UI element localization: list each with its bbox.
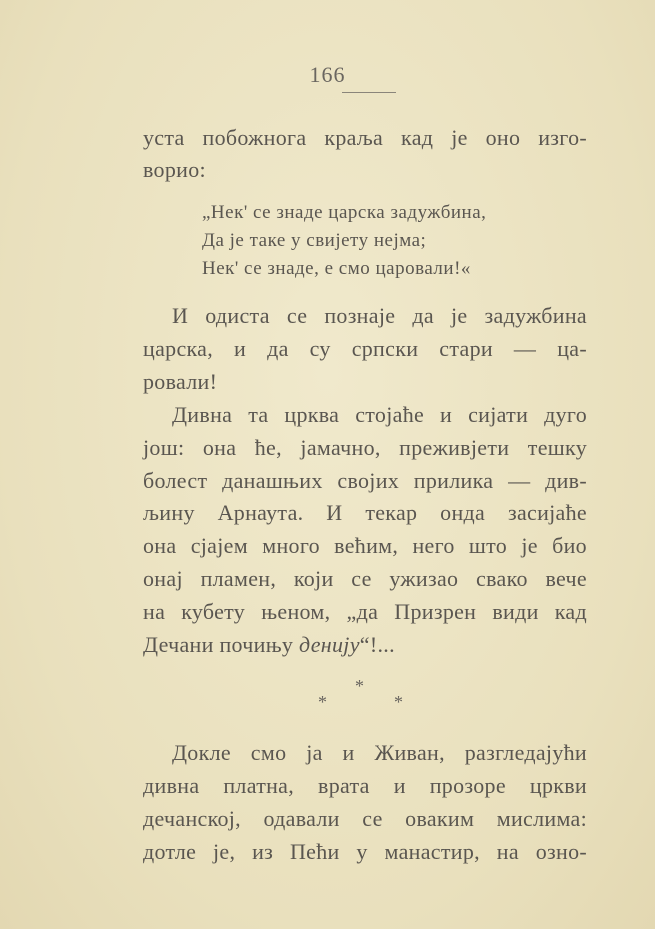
text-line: уста побожнога краља кад је оно изго- bbox=[143, 125, 587, 150]
page-number-rule bbox=[342, 92, 396, 93]
text-line: на кубету њеном, „да Призрен види кад bbox=[143, 599, 587, 624]
text-line: ровали! bbox=[143, 369, 218, 394]
text-line: Дивна та црква стојаће и сијати дуго bbox=[172, 402, 587, 427]
text-line: царска, и да су српски стари — ца- bbox=[143, 336, 587, 361]
asterism-star: * bbox=[394, 692, 403, 712]
text-line: дотле је, из Пећи у манастир, на озно- bbox=[143, 839, 587, 864]
text-span: “!... bbox=[359, 632, 395, 657]
text-line: И одиста се познаје да је задужбина bbox=[172, 303, 587, 328]
text-line: ворио: bbox=[143, 157, 206, 182]
asterism-star: * bbox=[355, 676, 364, 696]
text-line: болест данашњих својих прилика — див- bbox=[143, 468, 587, 493]
text-line: дечанској, одавали се оваким мислима: bbox=[143, 806, 587, 831]
text-line: Докле смо ја и Живан, разгледајући bbox=[172, 740, 587, 765]
page-number: 166 bbox=[309, 62, 346, 87]
verse-line: Да је таке у свијету нејма; bbox=[202, 230, 427, 251]
text-line: љину Арнаута. И текар онда засијаће bbox=[143, 500, 587, 525]
verse-line: „Нек' се знаде царска задужбина, bbox=[202, 202, 487, 223]
text-line bbox=[143, 630, 587, 660]
text-line: дивна платна, врата и прозоре цркви bbox=[143, 773, 587, 798]
text-line: она сјајем много већим, него што је био bbox=[143, 533, 587, 558]
asterism-star: * bbox=[318, 692, 327, 712]
text-line: још: она ће, јамачно, преживјети тешку bbox=[143, 435, 587, 460]
text-line: онај пламен, који се ужизао свако вече bbox=[143, 566, 587, 591]
text-span: Дечани почињу bbox=[143, 632, 300, 657]
italic-word: денију bbox=[299, 632, 360, 657]
verse-line: Нек' се знаде, е смо царовали!« bbox=[202, 258, 471, 279]
